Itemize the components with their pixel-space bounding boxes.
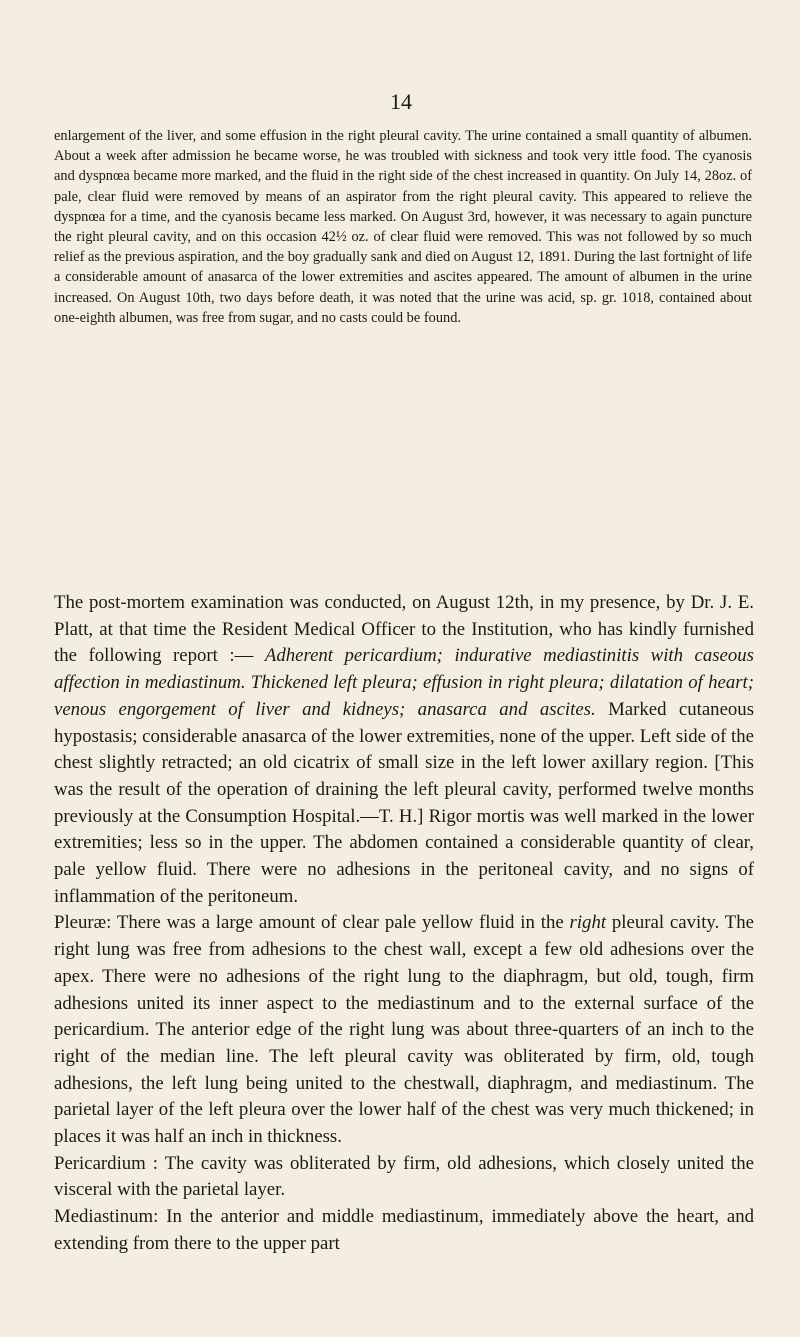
pleurae-paragraph	[54, 910, 754, 1150]
pericardium-paragraph	[54, 1151, 754, 1204]
pleurae-text-after: pleural cavity. The right lung was free from adhesions to the chest wall, except a few old adhesions over the apex. There were no adhesions of the right lung to the diaphragm, but old, tough, firm adhesions united its inner aspect to the mediastinum and to the external surface of the pericardium. The anterior edge of the right lung was about three-quarters of an inch to the right of the median line. The left pleural cavity was obliterated by firm, old, tough adhesions, the left lung being united to the chestwall, diaphragm, and mediastinum. The parietal layer of the left pleura over the lower half of the chest was very much thickened; in places it was half an inch in thickness.	[54, 912, 754, 1148]
postmortem-findings: Marked cutaneous hypostasis; considerable anasarca of the lower extremities, none of the upper. Left side of the chest slightly retracted; an old cicatrix of small size in the left lower axillary region. [This was the result of the operation of draining the left pleural cavity, performed twelve months previously at the Consumption Hospital.—T. H.] Rigor mortis was well marked in the lower extremities; less so in the upper. The abdomen contained a considerable quantity of clear, pale yellow fluid. There were no adhesions in the peritoneal cavity, and no signs of inflammation of the peritoneum.	[54, 698, 755, 907]
postmortem-paragraph	[54, 590, 754, 910]
case-history-paragraph: enlargement of the liver, and some effusion in the right pleural cavity. The urine contained a small quantity of albumen. About a week after admission he became worse, he was troubled with sickness and took very ittle food. The cyanosis and dyspnœa became more marked, and the fluid in the right side of the chest increased in quantity. On July 14, 28oz. of pale, clear fluid were removed by means of an aspirator from the right pleural cavity. This appeared to relieve the dyspnœa for a time, and the cyanosis became less marked. On August 3rd, however, it was necessary to again puncture the right pleural cavity, and on this occasion 42½ oz. of clear fluid were removed. This was not followed by so much relief as the previous aspiration, and the boy gradually sank and died on August 12, 1891. During the last fortnight of life a considerable amount of anasarca of the lower extremities and ascites appeared. The amount of albumen in the urine increased. On August 10th, two days before death, it was noted that the urine was acid, sp. gr. 1018, contained about one-eighth albumen, was free from sugar, and no casts could be found.	[54, 128, 752, 326]
postmortem-diagnosis: Adherent pericardium; indurative mediastinitis with caseous affection in mediastinum. Thickened left pleura; effusion in right pleura; dilatation of heart; venous engorgement of liver and kidneys; anasarca and ascites.	[54, 645, 754, 720]
mediastinum-text: : In the anterior and middle mediastinum, immediately above the heart, and extending from there to the upper part	[54, 1206, 754, 1254]
pericardium-text: : The cavity was obliterated by firm, old adhesions, which closely united the visceral with the parietal layer.	[54, 1152, 754, 1201]
mediastinum-heading: Mediastinum	[54, 1206, 154, 1228]
pericardium-heading: Pericardium	[54, 1152, 146, 1174]
pleurae-text-before: : There was a large amount of clear pale yellow fluid in the	[106, 912, 570, 934]
page-number: 14	[390, 89, 412, 114]
postmortem-intro: The post-mortem examination was conducted, on August 12th, in my presence, by Dr. J. E. Platt, at that time the Resident Medical Officer to the Institution, who has kindly furnished the following report :—	[54, 592, 754, 667]
mediastinum-paragraph	[54, 1204, 754, 1257]
postmortem-section	[54, 590, 754, 1258]
pleurae-emphasis: right	[569, 912, 607, 934]
pleurae-heading: Pleuræ	[54, 912, 107, 934]
